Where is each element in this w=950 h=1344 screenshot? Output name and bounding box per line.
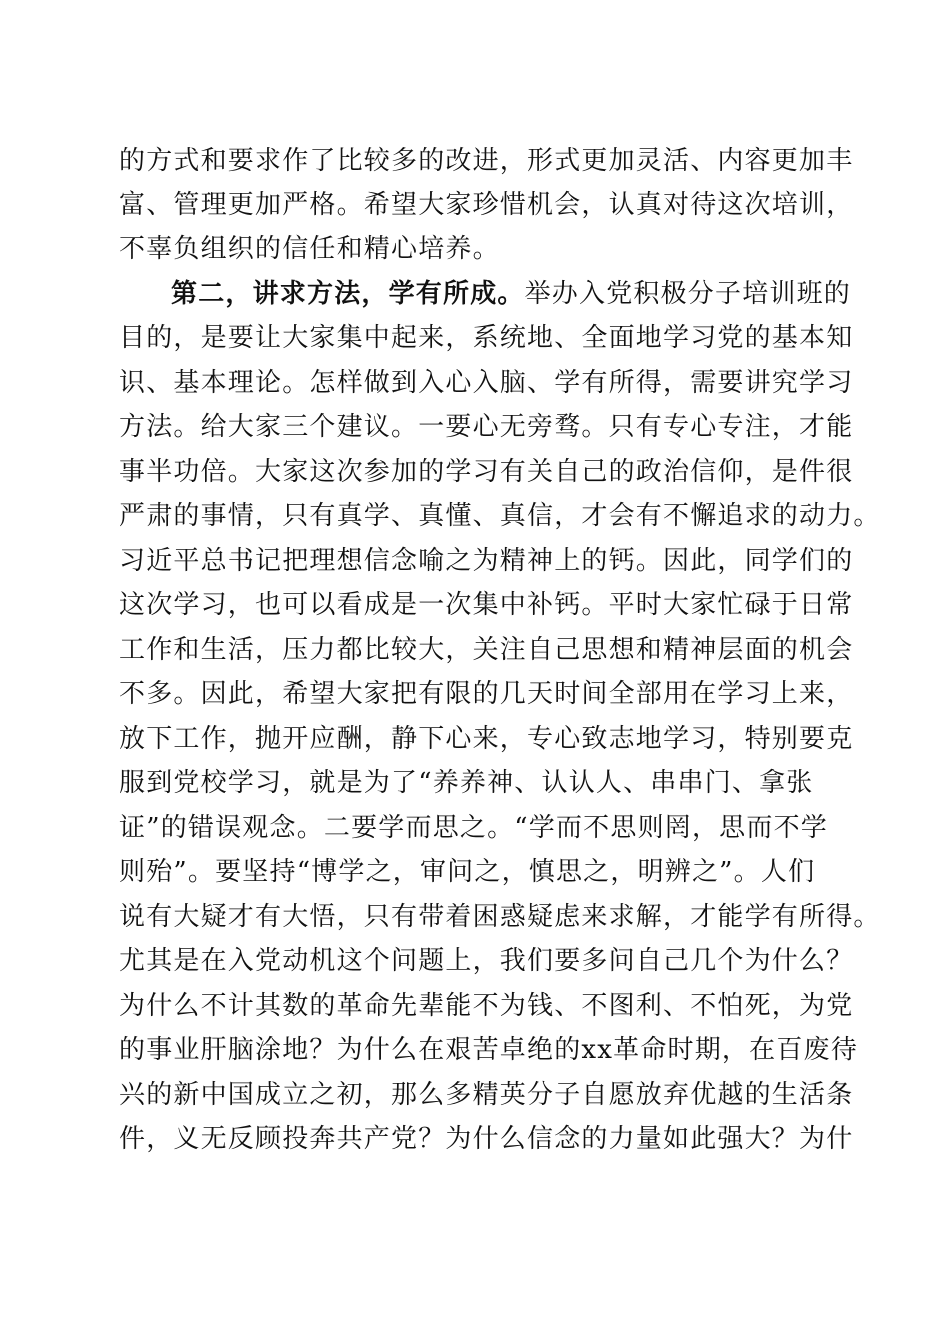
body-text-line: 放下工作，抛开应酬，静下心来，专心致志地学习，特别要克 <box>119 724 854 754</box>
body-text-line: 这次学习，也可以看成是一次集中补钙。平时大家忙碌于日常 <box>119 590 854 620</box>
body-text-line: 不辜负组织的信任和精心培养。 <box>119 234 500 264</box>
body-text-line: 证”的错误观念。二要学而思之。“学而不思则罔，思而不学 <box>119 813 828 843</box>
body-text-line: 严肃的事情，只有真学、真懂、真信，才会有不懈追求的动力。 <box>119 501 881 531</box>
body-text-line: 尤其是在入党动机这个问题上，我们要多问自己几个为什么？ <box>119 946 854 976</box>
body-text-line: 工作和生活，压力都比较大，关注自己思想和精神层面的机会 <box>119 635 854 665</box>
body-text-line: 的事业肝脑涂地？为什么在艰苦卓绝的xx革命时期，在百废待 <box>119 1035 858 1065</box>
body-text-line: 为什么不计其数的革命先辈能不为钱、不图利、不怕死，为党 <box>119 991 854 1021</box>
body-text-span: 举办入党积极分子培训班的 <box>524 279 852 309</box>
body-text-line: 方法。给大家三个建议。一要心无旁骛。只有专心专注，才能 <box>119 412 854 442</box>
body-text-line: 兴的新中国成立之初，那么多精英分子自愿放弃优越的生活条 <box>119 1080 854 1110</box>
body-text-line: 习近平总书记把理想信念喻之为精神上的钙。因此，同学们的 <box>119 546 854 576</box>
body-text-line: 富、管理更加严格。希望大家珍惜机会，认真对待这次培训， <box>119 190 854 220</box>
body-text-line: 的方式和要求作了比较多的改进，形式更加灵活、内容更加丰 <box>119 146 854 176</box>
body-text-line: 件，义无反顾投奔共产党？为什么信念的力量如此强大？为什 <box>119 1124 854 1154</box>
paragraph-first-line <box>171 272 851 316</box>
body-text-line: 识、基本理论。怎样做到入心入脑、学有所得，需要讲究学习 <box>119 368 854 398</box>
section-heading-lead: 第二，讲求方法，学有所成。 <box>171 279 525 309</box>
body-text-line: 不多。因此，希望大家把有限的几天时间全部用在学习上来， <box>119 679 854 709</box>
body-text-line: 服到党校学习，就是为了“养养神、认认人、串串门、拿张 <box>119 768 814 798</box>
body-text-line: 说有大疑才有大悟，只有带着困惑疑虑来求解，才能学有所得。 <box>119 902 881 932</box>
body-text-line: 事半功倍。大家这次参加的学习有关自己的政治信仰，是件很 <box>119 457 854 487</box>
body-text-line: 目的，是要让大家集中起来，系统地、全面地学习党的基本知 <box>119 323 854 353</box>
body-text-line: 则殆”。要坚持“博学之，审问之，慎思之，明辨之”。人们 <box>119 857 816 887</box>
